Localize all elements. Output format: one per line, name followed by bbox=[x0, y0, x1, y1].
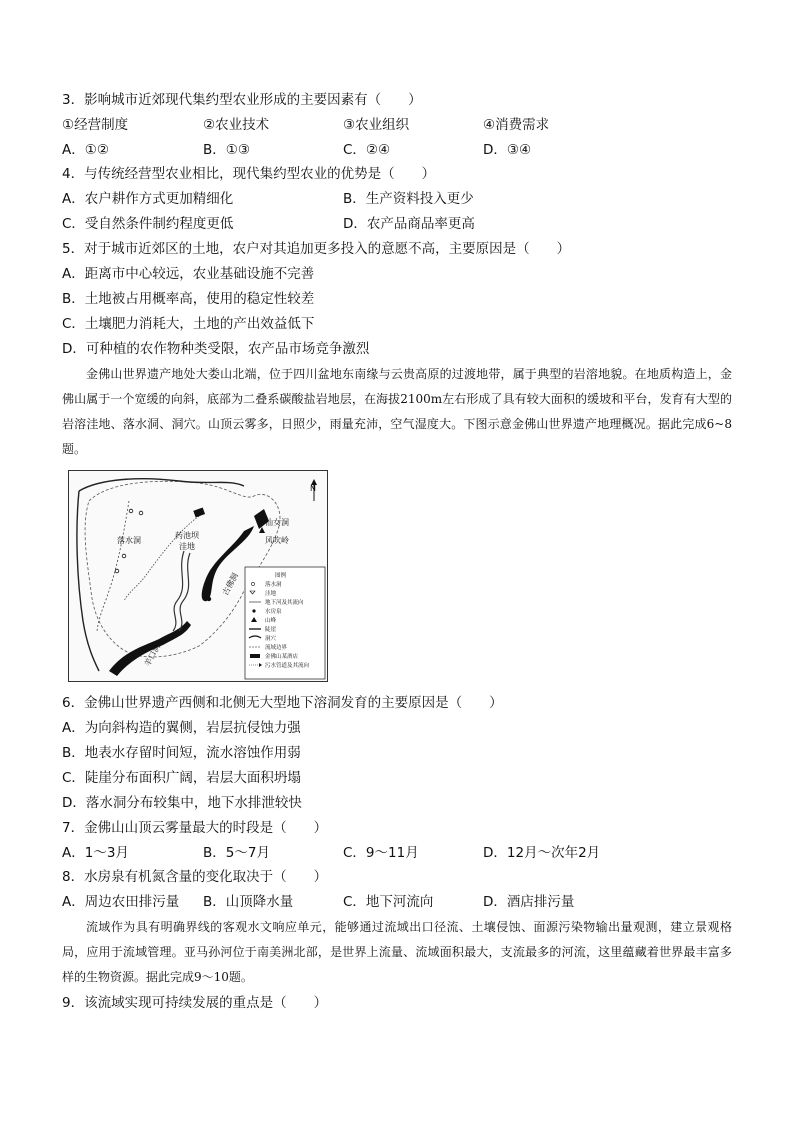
q4-choice-a: A．农户耕作方式更加精细化 bbox=[62, 191, 234, 207]
sinkhole-icon bbox=[122, 554, 126, 558]
legend-title: 图例 bbox=[275, 573, 287, 579]
sinkhole-icon bbox=[115, 569, 119, 573]
label-depression-1: 药池坝 bbox=[175, 531, 199, 540]
q6-choice-b: B．地表水存留时间短，流水溶蚀作用弱 bbox=[62, 745, 301, 761]
label-depression-2: 洼地 bbox=[179, 542, 195, 551]
q3-item-1: ①经营制度 bbox=[62, 117, 129, 133]
q7-choice-a: A．1～3月 bbox=[62, 845, 129, 861]
q4-stem: 4．与传统经营型农业相比，现代集约型农业的优势是（ ） bbox=[62, 166, 436, 182]
q3-choice-c: C．②④ bbox=[343, 142, 391, 158]
legend-item: 落水洞 bbox=[265, 582, 282, 588]
legend-item: 陡崖 bbox=[265, 627, 277, 633]
jinfoshan-map bbox=[68, 470, 328, 682]
sinkhole-icon bbox=[139, 511, 143, 515]
q8-choice-a: A．周边农田排污量 bbox=[62, 894, 180, 910]
q4-choice-c: C．受自然条件制约程度更低 bbox=[62, 216, 234, 232]
map-legend bbox=[245, 567, 325, 679]
q5-choice-c: C．土壤肥力消耗大，土地的产出效益低下 bbox=[62, 316, 315, 332]
q6-choice-d: D．落水洞分布较集中，地下水排泄较快 bbox=[62, 795, 302, 811]
passage-jinfoshan-text: 金佛山世界遗产地处大娄山北端，位于四川盆地东南缘与云贵高原的过渡地带，属于典型的岩溶地貌。在地质构造上，金佛山属于一个宽缓的向斜，底部为二叠系碳酸盐岩地层，在海拔2100m左右形成了具有较大面积的缓坡和平台，发育有大型的岩溶洼地、落水洞、洞穴。山顶云雾多，日照少，雨量充沛，空气湿度大。下图示意金佛山世界遗产地理概况。据此完成6~8题。 bbox=[62, 367, 732, 456]
passage-amazon bbox=[62, 915, 732, 990]
cliff-line-west bbox=[77, 491, 99, 671]
legend-item: 污水管道及其流向 bbox=[265, 663, 310, 669]
q5-choice-d: D．可种植的农作物种类受限，农产品市场竞争激烈 bbox=[62, 341, 370, 357]
q5-stem: 5．对于城市近郊区的土地，农户对其追加更多投入的意愿不高，主要原因是（ ） bbox=[62, 241, 571, 257]
q6-stem: 6．金佛山世界遗产西侧和北侧无大型地下溶洞发育的主要原因是（ ） bbox=[62, 695, 503, 711]
legend-item: 金佛山某酒店 bbox=[265, 654, 299, 660]
legend-item: 洞穴 bbox=[265, 636, 277, 642]
legend-item: 洼地 bbox=[265, 591, 277, 597]
north-arrow bbox=[310, 479, 317, 501]
q8-choice-b: B．山顶降水量 bbox=[203, 894, 294, 910]
sinkhole-icon bbox=[129, 509, 133, 513]
q8-stem: 8．水房泉有机氮含量的变化取决于（ ） bbox=[62, 869, 328, 885]
cliff-line-north bbox=[79, 479, 244, 491]
q6-choice-c: C．陡崖分布面积广阔，岩层大面积坍塌 bbox=[62, 770, 301, 786]
q5-choice-a: A．距离市中心较远，农业基础设施不完善 bbox=[62, 266, 315, 282]
q3-stem: 3．影响城市近郊现代集约型农业形成的主要因素有（ ） bbox=[62, 92, 422, 108]
q4-choice-b: B．生产资料投入更少 bbox=[343, 191, 474, 207]
q7-choice-b: B．5～7月 bbox=[203, 845, 270, 861]
q5-choice-b: B．土地被占用概率高，使用的稳定性较差 bbox=[62, 291, 315, 307]
legend-item: 水房泉 bbox=[265, 609, 282, 615]
q8-choice-c: C．地下河流向 bbox=[343, 894, 434, 910]
underground-river-2 bbox=[179, 553, 190, 631]
label-wind-ridge: 风吹岭 bbox=[265, 536, 289, 545]
hotel-icon bbox=[193, 507, 205, 517]
sewage-pipe bbox=[124, 516, 199, 601]
spring-icon bbox=[207, 597, 211, 601]
q4-choice-d: D．农产品商品率更高 bbox=[343, 216, 475, 232]
q3-choice-b: B．①③ bbox=[203, 142, 250, 158]
q7-choice-c: C．9～11月 bbox=[343, 845, 419, 861]
q3-item-4: ④消费需求 bbox=[483, 117, 550, 133]
legend-item: 山峰 bbox=[265, 618, 277, 624]
passage-amazon-text: 流域作为具有明确界线的客观水文响应单元，能够通过流域出口径流、土壤侵蚀、面源污染物输出量观测，建立景观格局，应用于流域管理。亚马孙河位于南美洲北部，是世界上流量、流域面积最大，支流最多的河流，这里蕴藏着世界最丰富多样的生物资源。据此完成9～10题。 bbox=[62, 920, 732, 984]
q3-choice-d: D．③④ bbox=[483, 142, 532, 158]
q8-choice-d: D．酒店排污量 bbox=[483, 894, 575, 910]
label-fairy-cave: 仙女洞 bbox=[265, 518, 289, 527]
label-yangkou-cave: 羊口洞 bbox=[142, 642, 163, 668]
label-sinkhole: 落水洞 bbox=[117, 536, 141, 545]
q7-choice-d: D．12月～次年2月 bbox=[483, 845, 601, 861]
legend-item: 流域边界 bbox=[265, 645, 288, 651]
q3-item-2: ②农业技术 bbox=[203, 117, 270, 133]
q3-choice-a: A．①② bbox=[62, 142, 109, 158]
passage-jinfoshan bbox=[62, 362, 732, 462]
q6-choice-a: A．为向斜构造的翼侧，岩层抗侵蚀力强 bbox=[62, 720, 301, 736]
underground-river bbox=[173, 551, 184, 631]
label-gufo-cave: 古佛洞 bbox=[220, 571, 241, 597]
north-label: N bbox=[310, 484, 316, 493]
watershed-path bbox=[97, 501, 129, 631]
q3-item-3: ③农业组织 bbox=[343, 117, 410, 133]
q9-stem: 9．该流域实现可持续发展的重点是（ ） bbox=[62, 995, 328, 1011]
legend-item: 地下河及其流向 bbox=[265, 600, 304, 606]
q7-stem: 7．金佛山山顶云雾量最大的时段是（ ） bbox=[62, 820, 328, 836]
map-svg bbox=[69, 471, 327, 681]
